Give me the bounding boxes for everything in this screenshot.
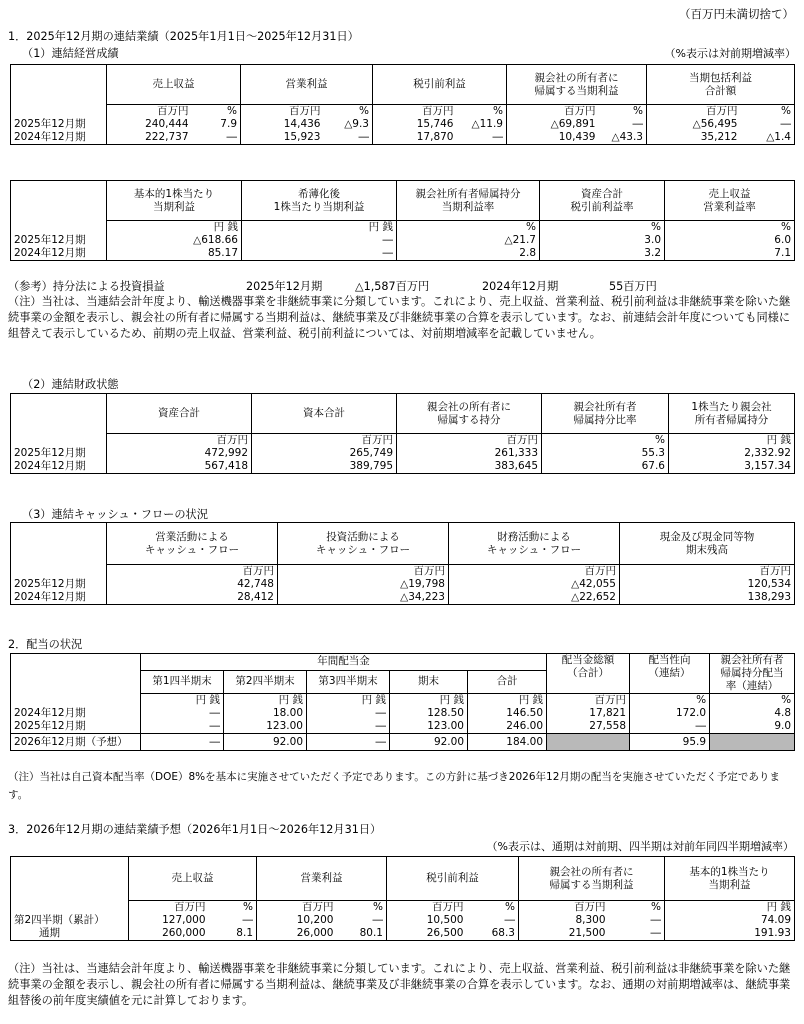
reference-year-2: 2024年12月期 (482, 280, 559, 293)
unit: % (337, 901, 387, 915)
cell: 8.1 (209, 927, 257, 941)
reference-label: （参考）持分法による投資損益 (8, 280, 165, 293)
cell: 261,333 (397, 447, 542, 460)
cell: ― (307, 734, 390, 751)
cell: 260,000 (129, 927, 209, 941)
header-roe: 親会社所有者帰属持分 当期利益率 (397, 181, 540, 221)
cell: ― (141, 707, 224, 720)
unit: % (665, 221, 795, 235)
unit: % (630, 694, 710, 708)
unit: 円 銭 (141, 694, 224, 708)
header-investing-cf: 投資活動による キャッシュ・フロー (278, 523, 449, 565)
cell: 18.00 (224, 707, 307, 720)
header-revenue: 売上収益 (107, 65, 241, 105)
header-total-dividend: 配当金総額 （合計） (547, 654, 630, 694)
unit: 百万円 (129, 901, 209, 915)
header-roa: 資産合計 税引前利益率 (540, 181, 665, 221)
unit: 百万円 (620, 565, 795, 579)
cell: ― (609, 927, 665, 941)
header-diluted-eps: 希薄化後 1株当たり当期利益 (242, 181, 397, 221)
cell: △618.66 (107, 234, 242, 247)
cell: 3.2 (540, 247, 665, 261)
cell: 7.1 (665, 247, 795, 261)
section-3-title: 3．2026年12月期の連結業績予想（2026年1月1日～2026年12月31日） (8, 823, 382, 836)
row-label: 2025年12月期 (11, 234, 107, 247)
row-label: 2025年12月期 (11, 447, 107, 460)
header-q1: 第1四半期末 (141, 670, 224, 693)
header-operating-profit: 営業利益 (257, 857, 387, 901)
pct-note: （%表示は対前期増減率） (664, 47, 796, 60)
header-pretax-profit: 税引前利益 (373, 65, 507, 105)
cell: 567,418 (107, 460, 252, 474)
dividend-table (10, 653, 795, 751)
cell: 10,200 (257, 914, 337, 927)
cell: 120,534 (620, 578, 795, 591)
cell: △69,891 (507, 118, 599, 131)
section-1-3-title: （3）連結キャッシュ・フローの状況 (22, 508, 208, 521)
note-2: （注）当社は自己資本配当率（DOE）8%を基本に実施させていただく予定であります。この方針に基づき2026年12月期の配当を実施させていただく予定であります。 (8, 771, 780, 801)
unit: 百万円 (107, 434, 252, 448)
cell: 17,870 (373, 131, 457, 145)
cell: △11.9 (457, 118, 507, 131)
header-net-profit: 親会社の所有者に 帰属する当期利益 (507, 65, 647, 105)
cell: 191.93 (665, 927, 795, 941)
row-label: 2025年12月期 (11, 118, 107, 131)
header-operating-profit: 営業利益 (241, 65, 373, 105)
unit: % (710, 694, 795, 708)
header-net-profit: 親会社の所有者に 帰属する当期利益 (519, 857, 665, 901)
unit: % (467, 901, 519, 915)
unit: 円 銭 (307, 694, 390, 708)
cell: 146.50 (468, 707, 547, 720)
operating-results-table (10, 64, 795, 145)
cell: 7.9 (192, 118, 241, 131)
header-annual-dividend: 年間配当金 (141, 654, 547, 671)
unit: 円 銭 (224, 694, 307, 708)
cell: 74.09 (665, 914, 795, 927)
row-label: 2024年12月期 (11, 591, 107, 605)
unit: % (599, 105, 647, 119)
cell: △22,652 (449, 591, 620, 605)
cell: ― (141, 720, 224, 734)
cell: 10,439 (507, 131, 599, 145)
unit: % (741, 105, 795, 119)
reference-value-2: 55百万円 (609, 280, 657, 293)
unit: 百万円 (107, 565, 278, 579)
unit: 百万円 (373, 105, 457, 119)
note-1: （注）当社は、当連結会計年度より、輸送機器事業を非継続事業に分類しています。これにより、売上収益、営業利益、税引前利益は非継続事業を除いた継続事業の金額を表示し、親会社の所有者に帰属する当期利益は、継続事業及び非継続事業の合算を表示しています。なお、前連結会計年度についても同様に組替えて表示しているため、前期の売上収益、営業利益、税引前利益については、対前期増減率を記載していません。 (8, 295, 791, 340)
cell: △9.3 (324, 118, 373, 131)
cell: ― (242, 234, 397, 247)
cell: △42,055 (449, 578, 620, 591)
cell: 15,746 (373, 118, 457, 131)
section-1-title: 1．2025年12月期の連結業績（2025年1月1日～2025年12月31日） (8, 30, 359, 43)
cell: 3.0 (540, 234, 665, 247)
cell: ― (337, 914, 387, 927)
header-operating-margin: 売上収益 営業利益率 (665, 181, 795, 221)
cell: 8,300 (519, 914, 609, 927)
cell: ― (609, 914, 665, 927)
cell: 21,500 (519, 927, 609, 941)
header-total: 合計 (468, 670, 547, 693)
cell: ― (457, 131, 507, 145)
cell: 55.3 (542, 447, 669, 460)
cell: ― (141, 734, 224, 751)
unit: 円 銭 (242, 221, 397, 235)
cell: 472,992 (107, 447, 252, 460)
row-label: 通期 (11, 927, 129, 941)
header-doe: 親会社所有者 帰属持分配当 率（連結） (710, 654, 795, 694)
cell: 123.00 (390, 720, 468, 734)
unit: 百万円 (547, 694, 630, 708)
unit: 円 銭 (669, 434, 795, 448)
cell: 26,500 (387, 927, 467, 941)
unit: % (209, 901, 257, 915)
cell: 4.8 (710, 707, 795, 720)
cell: 246.00 (468, 720, 547, 734)
unit: 百万円 (387, 901, 467, 915)
row-label: 2026年12月期（予想） (11, 734, 141, 751)
cell: 389,795 (252, 460, 397, 474)
cell: 9.0 (710, 720, 795, 734)
cell: 28,412 (107, 591, 278, 605)
row-label: 2025年12月期 (11, 720, 141, 734)
unit: % (542, 434, 669, 448)
cell: 172.0 (630, 707, 710, 720)
cell: ― (242, 247, 397, 261)
cell: 92.00 (224, 734, 307, 751)
reference-value-1: △1,587百万円 (355, 280, 430, 293)
per-share-table (10, 180, 795, 261)
cell: 2.8 (397, 247, 540, 261)
unit: 円 銭 (107, 221, 242, 235)
cell: 26,000 (257, 927, 337, 941)
note-3: （注）当社は、当連結会計年度より、輸送機器事業を非継続事業に分類しています。これにより、売上収益、営業利益、税引前利益は非継続事業を除いた継続事業の金額を表示し、親会社の所有者に帰属する当期利益は、継続事業及び非継続事業の合算を表示しています。なお、通期の対前期増減率は、継続事業組替後の前年度実績値を元に計算しております。 (8, 962, 791, 1007)
unit: 百万円 (278, 565, 449, 579)
cell: ― (307, 720, 390, 734)
cell: 42,748 (107, 578, 278, 591)
cash-flow-table (10, 522, 795, 605)
cell: 14,436 (241, 118, 324, 131)
header-basic-eps: 基本的1株当たり 当期利益 (107, 181, 242, 221)
header-total-assets: 資産合計 (107, 394, 252, 434)
cell: 17,821 (547, 707, 630, 720)
unit: 百万円 (107, 105, 192, 119)
cell: △19,798 (278, 578, 449, 591)
unit: 百万円 (252, 434, 397, 448)
unit: 円 銭 (390, 694, 468, 708)
financial-position-table (10, 393, 795, 474)
cell: ― (192, 131, 241, 145)
header-year-end: 期末 (390, 670, 468, 693)
cell: △56,495 (647, 118, 741, 131)
unit: % (192, 105, 241, 119)
cell: 127,000 (129, 914, 209, 927)
cell: ― (599, 118, 647, 131)
cell: △34,223 (278, 591, 449, 605)
header-payout-ratio: 配当性向 （連結） (630, 654, 710, 694)
header-equity-ratio: 親会社所有者 帰属持分比率 (542, 394, 669, 434)
forecast-pct-note: （%表示は、通期は対前期、四半期は対前年同四半期増減率） (486, 840, 794, 853)
header-basic-eps: 基本的1株当たり 当期利益 (665, 857, 795, 901)
cell: 10,500 (387, 914, 467, 927)
cell: 128.50 (390, 707, 468, 720)
header-cash-balance: 現金及び現金同等物 期末残高 (620, 523, 795, 565)
row-label: 2024年12月期 (11, 131, 107, 145)
cell: 3,157.34 (669, 460, 795, 474)
cell: 2,332.92 (669, 447, 795, 460)
unit: % (324, 105, 373, 119)
unit-note: （百万円未満切捨て） (679, 7, 794, 21)
unit: 百万円 (647, 105, 741, 119)
unit: 百万円 (397, 434, 542, 448)
section-1-2-title: （2）連結財政状態 (22, 378, 119, 391)
shaded-cell (710, 734, 795, 751)
cell: 95.9 (630, 734, 710, 751)
cell: ― (307, 707, 390, 720)
cell: 265,749 (252, 447, 397, 460)
unit: % (397, 221, 540, 235)
row-label: 2024年12月期 (11, 247, 107, 261)
shaded-cell (547, 734, 630, 751)
section-1-1-title: （1）連結経営成績 (22, 47, 119, 60)
cell: 6.0 (665, 234, 795, 247)
cell: ― (467, 914, 519, 927)
cell: ― (209, 914, 257, 927)
forecast-table (10, 856, 795, 941)
row-label: 2024年12月期 (11, 460, 107, 474)
unit: 百万円 (449, 565, 620, 579)
header-operating-cf: 営業活動による キャッシュ・フロー (107, 523, 278, 565)
header-financing-cf: 財務活動による キャッシュ・フロー (449, 523, 620, 565)
section-2-title: 2．配当の状況 (8, 638, 83, 651)
row-label: 第2四半期（累計） (11, 914, 129, 927)
cell: 27,558 (547, 720, 630, 734)
cell: ― (324, 131, 373, 145)
cell: △1.4 (741, 131, 795, 145)
header-owners-equity: 親会社の所有者に 帰属する持分 (397, 394, 542, 434)
cell: ― (630, 720, 710, 734)
cell: 222,737 (107, 131, 192, 145)
unit: 百万円 (257, 901, 337, 915)
header-pretax-profit: 税引前利益 (387, 857, 519, 901)
header-comprehensive-income: 当期包括利益 合計額 (647, 65, 795, 105)
reference-year-1: 2025年12月期 (246, 280, 323, 293)
cell: 92.00 (390, 734, 468, 751)
unit: 百万円 (241, 105, 324, 119)
cell: 15,923 (241, 131, 324, 145)
header-total-equity: 資本合計 (252, 394, 397, 434)
unit: % (609, 901, 665, 915)
cell: △21.7 (397, 234, 540, 247)
cell: 85.17 (107, 247, 242, 261)
cell: 80.1 (337, 927, 387, 941)
cell: 383,645 (397, 460, 542, 474)
unit: 円 銭 (468, 694, 547, 708)
cell: △43.3 (599, 131, 647, 145)
cell: 67.6 (542, 460, 669, 474)
cell: 123.00 (224, 720, 307, 734)
unit: % (540, 221, 665, 235)
cell: 240,444 (107, 118, 192, 131)
unit: 円 銭 (665, 901, 795, 915)
unit: % (457, 105, 507, 119)
header-revenue: 売上収益 (129, 857, 257, 901)
row-label: 2025年12月期 (11, 578, 107, 591)
header-q3: 第3四半期末 (307, 670, 390, 693)
header-q2: 第2四半期末 (224, 670, 307, 693)
header-bps: 1株当たり親会社 所有者帰属持分 (669, 394, 795, 434)
unit: 百万円 (519, 901, 609, 915)
row-label: 2024年12月期 (11, 707, 141, 720)
cell: ― (741, 118, 795, 131)
cell: 138,293 (620, 591, 795, 605)
cell: 35,212 (647, 131, 741, 145)
unit: 百万円 (507, 105, 599, 119)
cell: 68.3 (467, 927, 519, 941)
cell: 184.00 (468, 734, 547, 751)
